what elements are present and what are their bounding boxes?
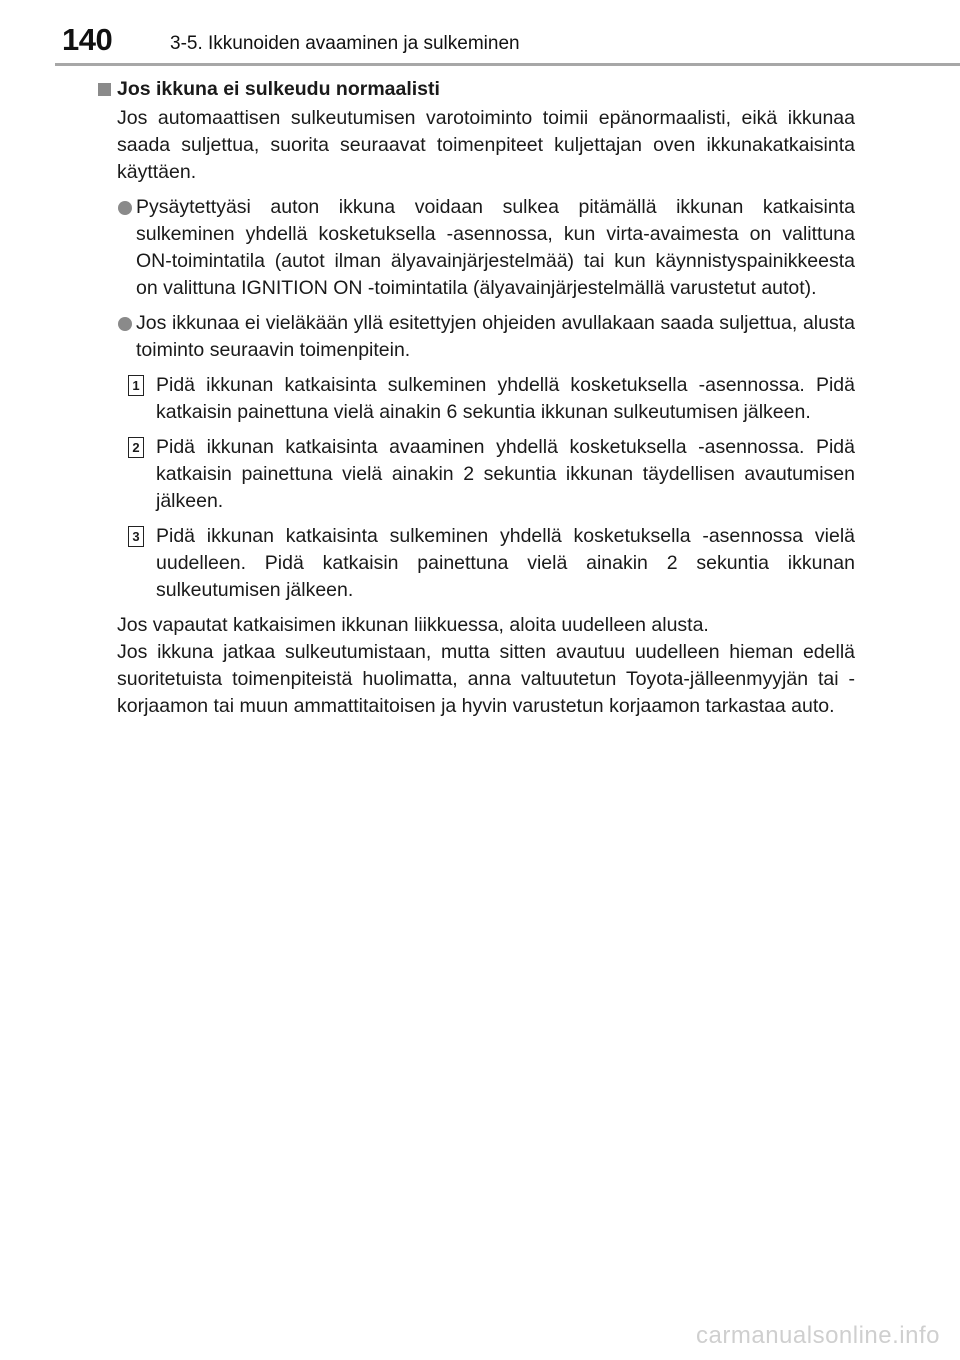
- page-header: [0, 0, 960, 64]
- main-content: [98, 76, 855, 720]
- step-text: Pidä ikkunan katkaisinta sulkeminen yhdellä kosketuksella -asennossa. Pidä katkaisin painettuna vielä ainakin 6 sekuntia ikkunan sulkeutumisen jälkeen.: [156, 374, 855, 423]
- step-item: [132, 372, 855, 426]
- step-item: [132, 523, 855, 604]
- step-item: [132, 434, 855, 515]
- circle-bullet-icon: [118, 317, 132, 331]
- watermark: carmanualsonline.info: [696, 1322, 940, 1349]
- bullet-item: [117, 194, 855, 302]
- step-number-badge: 3: [128, 526, 144, 547]
- step-number-badge: 1: [128, 375, 144, 396]
- closing-note: Jos vapautat katkaisimen ikkunan liikkuessa, aloita uudelleen alusta.: [117, 614, 709, 636]
- intro-paragraph: Jos automaattisen sulkeutumisen varotoiminto toimii epänormaalisti, eikä ikkunaa saada suljettua, suorita seuraavat toimenpiteet kuljettajan oven ikkunakatkaisinta käyttäen.: [117, 107, 855, 183]
- section-heading-text: Jos ikkuna ei sulkeudu normaalisti: [117, 78, 440, 100]
- closing-notes: [117, 612, 855, 720]
- circle-bullet-icon: [118, 201, 132, 215]
- closing-note: Jos ikkuna jatkaa sulkeutumistaan, mutta sitten avautuu uudelleen hieman edellä suoritetuista toimenpiteistä huolimatta, anna valtuutetun Toyota-jälleenmyyjän tai -korjaamon tai muun ammattitaitoisen ja hyvin varustetun korjaamon tarkastaa auto.: [117, 641, 855, 717]
- chapter-title: 3-5. Ikkunoiden avaaminen ja sulkeminen: [170, 33, 520, 54]
- page-number: 140: [62, 22, 113, 57]
- bullet-text: Jos ikkunaa ei vieläkään yllä esitettyjen ohjeiden avullakaan saada suljettua, alusta toiminto seuraavin toimenpitein.: [136, 312, 855, 361]
- section-heading: [98, 76, 855, 103]
- header-divider: [55, 63, 960, 66]
- square-icon: [98, 83, 111, 96]
- bullet-text: Pysäytettyäsi auton ikkuna voidaan sulkea pitämällä ikkunan katkaisinta sulkeminen yhdellä kosketuksella -asennossa, kun virta-avaimesta on valittuna ON-toimintatila (autot ilman älyavainjärjestelmää) tai kun käynnistyspainikkeesta on valittuna IGNITION ON -toimintatila (älyavainjärjestelmällä varustetut autot).: [136, 196, 855, 299]
- step-text: Pidä ikkunan katkaisinta sulkeminen yhdellä kosketuksella -asennossa vielä uudelleen. Pidä katkaisin painettuna vielä ainakin 2 sekuntia ikkunan sulkeutumisen jälkeen.: [156, 525, 855, 601]
- step-number-badge: 2: [128, 437, 144, 458]
- bullet-item: [117, 310, 855, 364]
- step-text: Pidä ikkunan katkaisinta avaaminen yhdellä kosketuksella -asennossa. Pidä katkaisin painettuna vielä ainakin 2 sekuntia ikkunan täydellisen avautumisen jälkeen.: [156, 436, 855, 512]
